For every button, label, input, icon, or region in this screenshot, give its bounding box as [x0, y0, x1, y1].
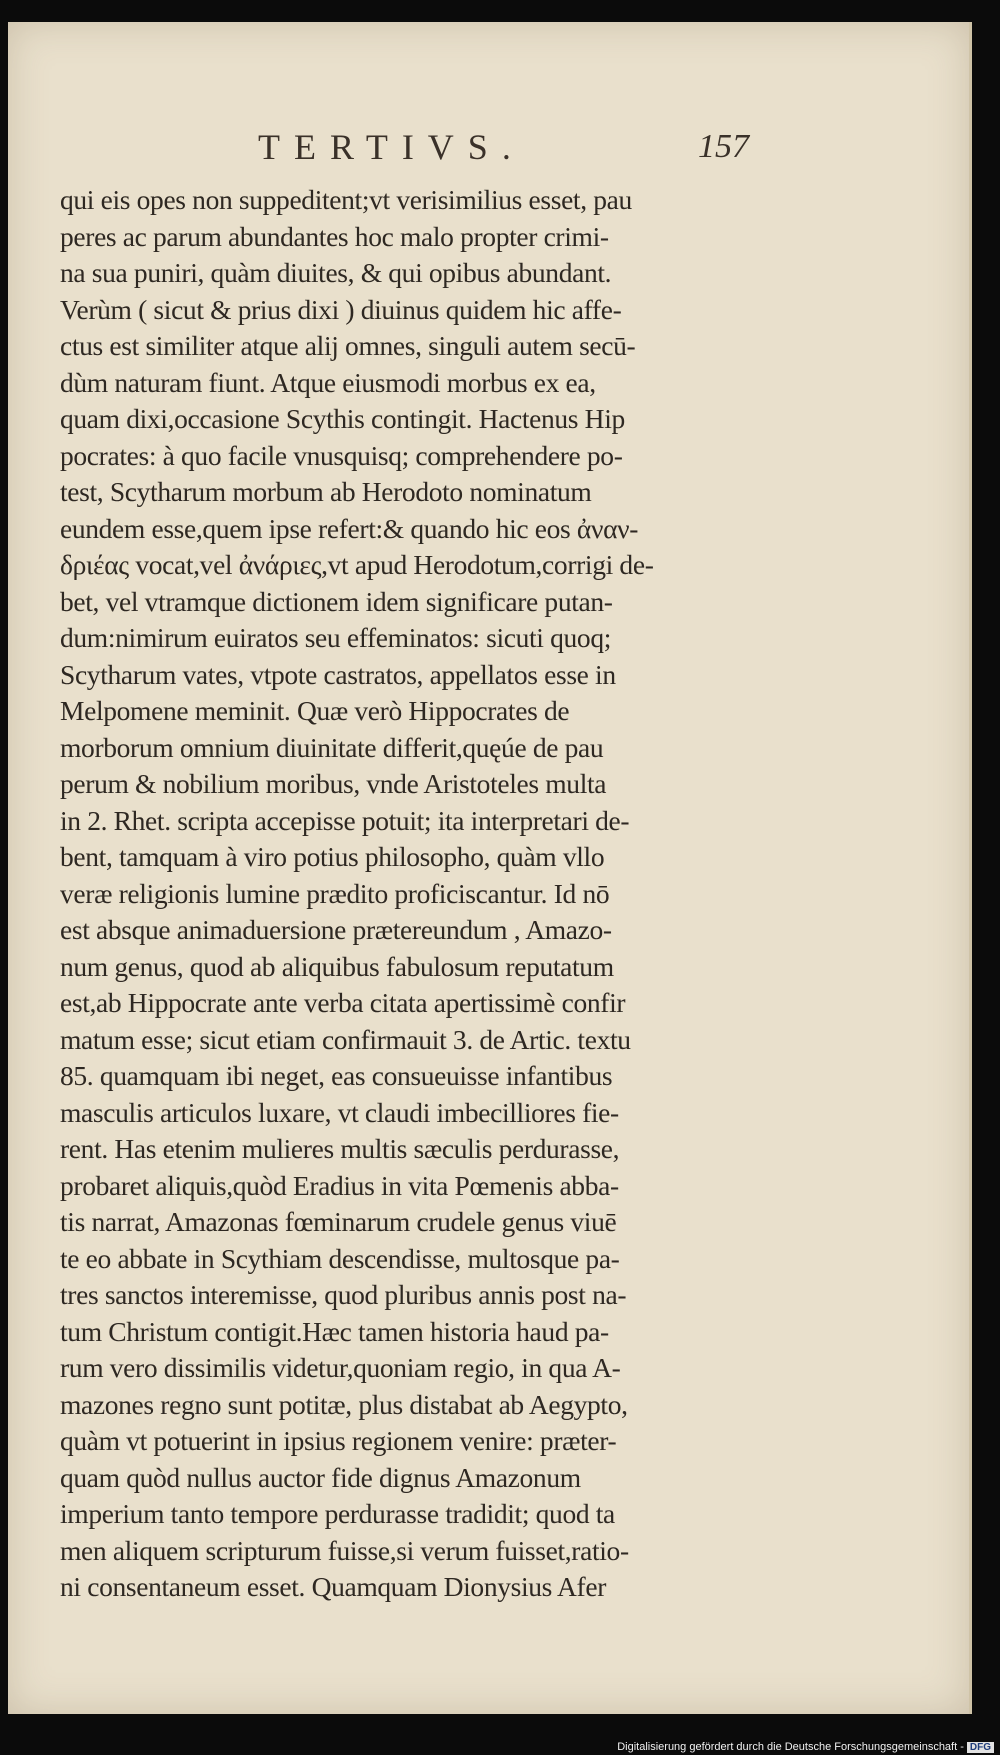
text-line: test, Scytharum morbum ab Herodoto nominatum: [60, 476, 592, 507]
text-line: eundem esse,quem ipse refert:& quando hic eos ἀναν-: [60, 512, 639, 544]
text-line: bet, vel vtramque dictionem idem significare putan-: [60, 585, 613, 617]
text-line: ni consentaneum esset. Quamquam Dionysius Afer: [60, 1571, 607, 1602]
page-number: 157: [698, 128, 749, 165]
text-line: Verùm ( sicut & prius dixi ) diuinus quidem hic affe-: [60, 293, 622, 325]
text-line: rum vero dissimilis videtur,quoniam regio, in qua A-: [60, 1352, 621, 1383]
text-line: bent, tamquam à viro potius philosopho, quàm vllo: [60, 841, 605, 872]
text-block: [60, 182, 760, 1606]
text-line: quam dixi,occasione Scythis contingit. Hactenus Hip: [60, 403, 625, 434]
text-line: imperium tanto tempore perdurasse tradidit; quod ta: [60, 1498, 615, 1529]
text-line: dum:nimirum euiratos seu effeminatos: sicuti quoq;: [60, 622, 612, 653]
footer-credit-text: Digitalisierung gefördert durch die Deutsche Forschungsgemeinschaft -: [617, 1741, 964, 1753]
text-line: Scytharum vates, vtpote castratos, appellatos esse in: [60, 658, 616, 690]
text-line: in 2. Rhet. scripta accepisse potuit; ita interpretari de-: [60, 804, 630, 836]
text-line: est,ab Hippocrate ante verba citata apertissimè confir: [60, 987, 626, 1018]
dfg-logo: DFG: [967, 1742, 994, 1753]
text-line: qui eis opes non suppeditent;vt verisimilius esset, pau: [60, 184, 632, 215]
running-head: [8, 116, 969, 176]
text-line: veræ religionis lumine prædito proficiscantur. Id nō: [60, 877, 610, 909]
text-line: masculis articulos luxare, vt claudi imbecilliores fie-: [60, 1096, 619, 1128]
text-line: probaret aliquis,quòd Eradius in vita Pœmenis abba-: [60, 1169, 619, 1201]
text-line: mazones regno sunt potitæ, plus distabat ab Aegypto,: [60, 1388, 628, 1420]
text-line: quàm vt potuerint in ipsius regionem venire: præter-: [60, 1425, 617, 1456]
text-line: men aliquem scripturum fuisse,si verum fuisset,ratio-: [60, 1534, 629, 1566]
text-line: rent. Has etenim mulieres multis sæculis perdurasse,: [60, 1133, 620, 1164]
text-line: tum Christum contigit.Hæc tamen historia haud pa-: [60, 1315, 609, 1347]
footer-credit: [617, 1741, 994, 1753]
text-line: tis narrat, Amazonas fœminarum crudele genus viuē: [60, 1206, 617, 1237]
text-line: perum & nobilium moribus, vnde Aristoteles multa: [60, 768, 607, 799]
text-line: pocrates: à quo facile vnusquisq; comprehendere po-: [60, 439, 623, 471]
text-line: num genus, quod ab aliquibus fabulosum reputatum: [60, 950, 614, 982]
running-title: TERTIVS.: [258, 127, 525, 167]
text-line: est absque animaduersione prætereundum , Amazo-: [60, 914, 612, 945]
text-line: Melpomene meminit. Quæ verò Hippocrates de: [60, 695, 570, 726]
book-page: [8, 22, 972, 1714]
text-line: δριέας vocat,vel ἀνάριες,vt apud Herodotum,corrigi de-: [60, 549, 654, 580]
text-line: tres sanctos interemisse, quod pluribus annis post na-: [60, 1279, 627, 1310]
text-line: quam quòd nullus auctor fide dignus Amazonum: [60, 1461, 581, 1493]
text-line: morborum omnium diuinitate differit,quęúe de pau: [60, 731, 604, 763]
text-line: dùm naturam fiunt. Atque eiusmodi morbus ex ea,: [60, 366, 596, 398]
text-line: matum esse; sicut etiam confirmauit 3. de Artic. textu: [60, 1023, 631, 1055]
text-line: te eo abbate in Scythiam descendisse, multosque pa-: [60, 1242, 620, 1274]
text-line: 85. quamquam ibi neget, eas consueuisse infantibus: [60, 1060, 613, 1091]
text-line: peres ac parum abundantes hoc malo propter crimi-: [60, 220, 609, 252]
text-line: ctus est similiter atque alij omnes, singuli autem secū-: [60, 330, 636, 361]
text-line: na sua puniri, quàm diuites, & qui opibus abundant.: [60, 257, 612, 288]
